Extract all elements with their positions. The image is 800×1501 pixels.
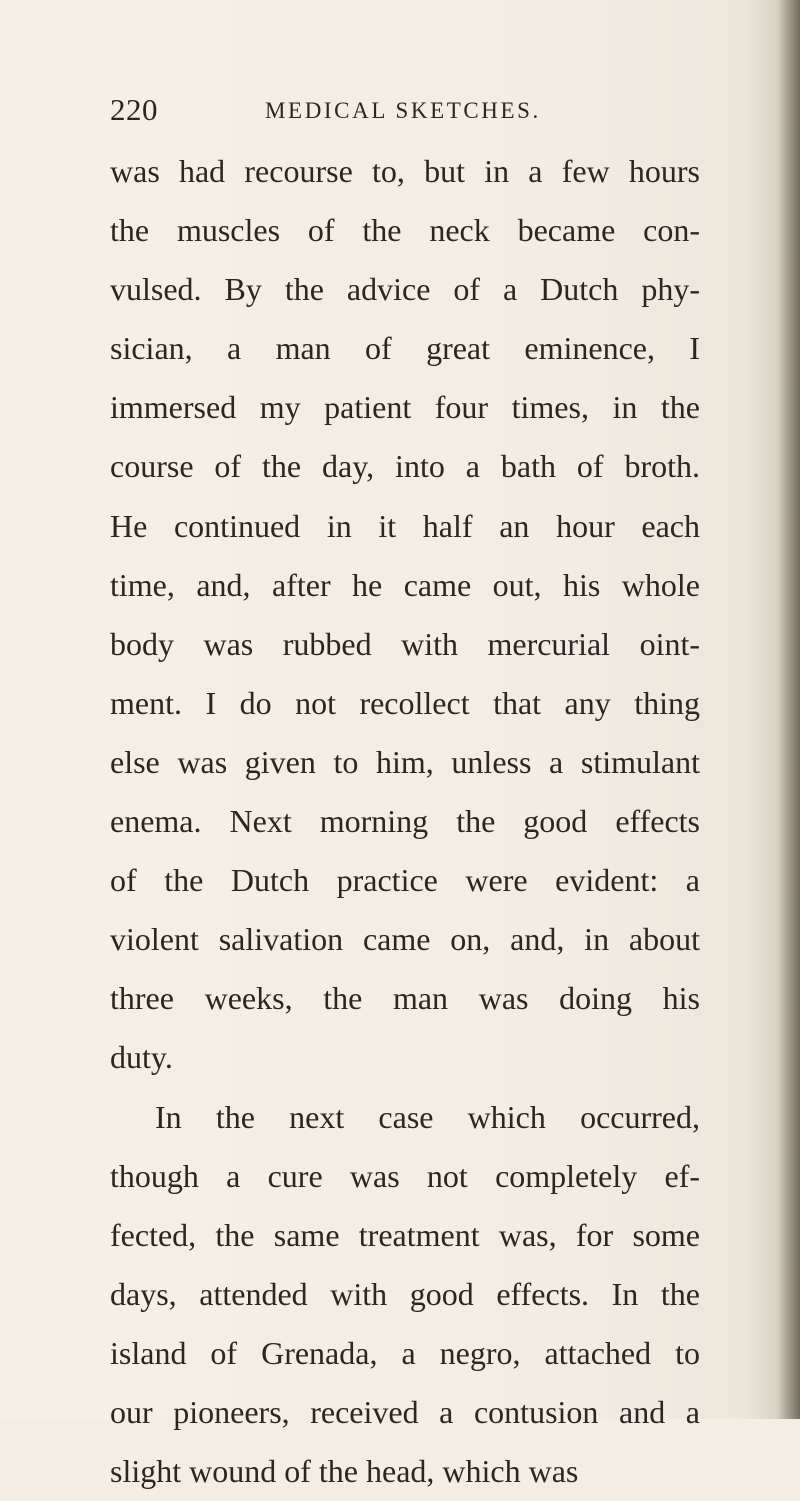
page-header: [110, 92, 670, 136]
text-line: body was rubbed with mercurial oint-: [110, 625, 700, 662]
text-line: island of Grenada, a negro, attached to: [110, 1334, 700, 1371]
text-line-paragraph-start: In the next case which occurred,: [155, 1098, 700, 1135]
text-line: immersed my patient four times, in the: [110, 389, 700, 426]
text-line: our pioneers, received a contusion and a: [110, 1393, 700, 1430]
text-line-paragraph-end: duty.: [110, 1039, 173, 1076]
text-line: time, and, after he came out, his whole: [110, 566, 700, 603]
text-line: sician, a man of great eminence, I: [110, 330, 700, 367]
text-line: days, attended with good effects. In the: [110, 1275, 700, 1312]
page-number: 220: [110, 92, 158, 127]
text-line: the muscles of the neck became con-: [110, 212, 700, 249]
spine-shadow: [778, 0, 800, 1419]
text-line: violent salivation came on, and, in about: [110, 921, 700, 958]
text-line: course of the day, into a bath of broth.: [110, 448, 700, 485]
text-line: else was given to him, unless a stimulant: [110, 743, 700, 780]
running-title: MEDICAL SKETCHES.: [265, 98, 541, 123]
body-text: [110, 142, 700, 1501]
text-line: He continued in it half an hour each: [110, 507, 700, 544]
text-line: fected, the same treatment was, for some: [110, 1216, 700, 1253]
text-line: ment. I do not recollect that any thing: [110, 684, 700, 721]
text-line: of the Dutch practice were evident: a: [110, 862, 700, 899]
text-line: vulsed. By the advice of a Dutch phy-: [110, 271, 700, 308]
text-line: though a cure was not completely ef-: [110, 1157, 700, 1194]
text-line: was had recourse to, but in a few hours: [110, 153, 700, 189]
text-line: slight wound of the head, which was: [110, 1453, 579, 1490]
text-line: three weeks, the man was doing his: [110, 980, 700, 1017]
text-line: enema. Next morning the good effects: [110, 803, 700, 840]
